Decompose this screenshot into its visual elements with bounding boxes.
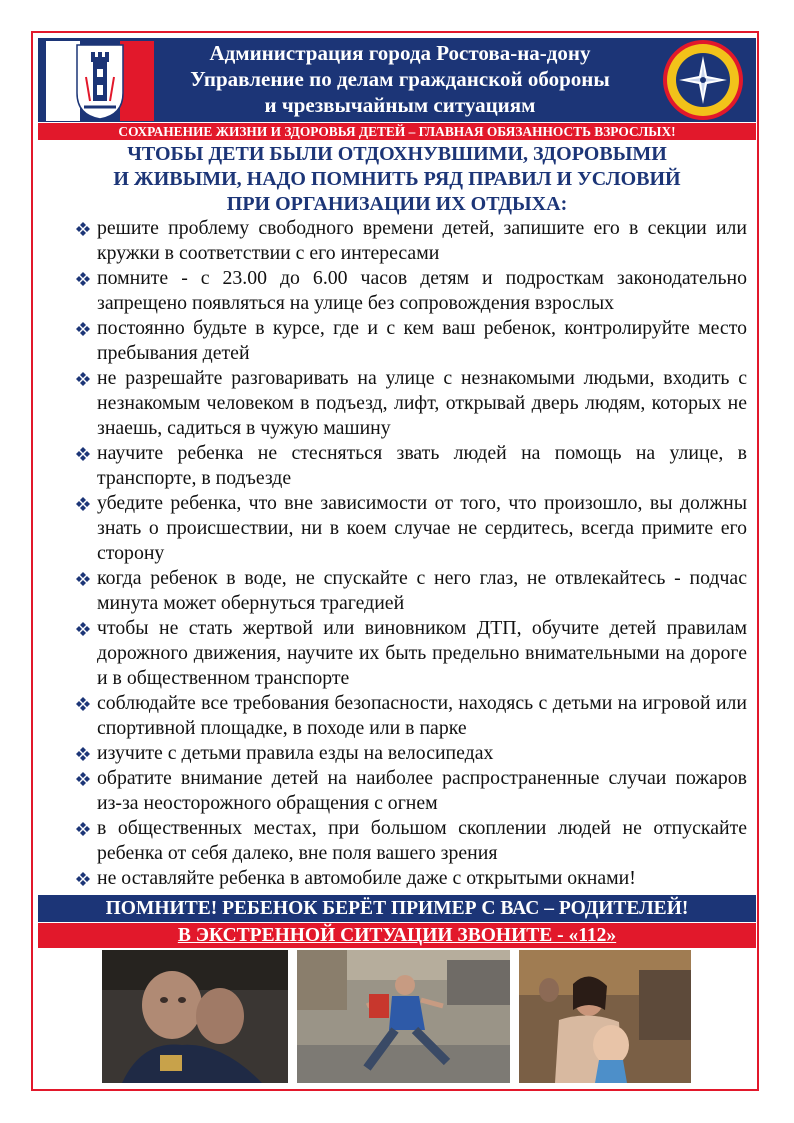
diamond-bullet-icon xyxy=(75,771,91,787)
city-coat-of-arms xyxy=(46,41,154,121)
rule-item xyxy=(75,616,747,691)
rule-item xyxy=(75,566,747,616)
header-department-cont: и чрезвычайным ситуациям xyxy=(264,93,536,117)
rule-text: не разрешайте разговаривать на улице с незнакомыми людьми, входить с незнакомым человеком в подъезд, лифт, открывай дверь людям, которых не знаешь, садиться в чужую машину xyxy=(97,367,747,439)
rule-item xyxy=(75,691,747,741)
diamond-bullet-icon xyxy=(75,571,91,587)
rule-text: помните - с 23.00 до 6.00 часов детям и подросткам законодательно запрещено появляться на улице без сопровождения взрослых xyxy=(97,267,747,314)
rule-item xyxy=(75,441,747,491)
rule-text: постоянно будьте в курсе, где и с кем ваш ребенок, контролируйте место пребывания детей xyxy=(97,317,747,364)
photo-running-boy xyxy=(297,950,510,1083)
rule-item xyxy=(75,741,747,766)
rule-text: когда ребенок в воде, не спускайте с него глаз, не отвлекайтесь - подчас минута может обернуться трагедией xyxy=(97,567,747,614)
diamond-bullet-icon xyxy=(75,871,91,887)
diamond-bullet-icon xyxy=(75,271,91,287)
rule-item xyxy=(75,216,747,266)
diamond-bullet-icon xyxy=(75,446,91,462)
header-city-administration: Администрация города Ростова-на-дону xyxy=(209,41,591,65)
rule-text: изучите с детьми правила езды на велосипедах xyxy=(97,742,494,764)
rule-text: в общественных местах, при большом скоплении людей не отпускайте ребенка от себя далеко, вне поля вашего зрения xyxy=(97,817,747,864)
photo-woman-with-child xyxy=(519,950,691,1083)
headline-line-3: ПРИ ОРГАНИЗАЦИИ ИХ ОТДЫХА: xyxy=(226,193,568,215)
header-department: Управление по делам гражданской обороны xyxy=(190,67,610,91)
diamond-bullet-icon xyxy=(75,696,91,712)
rule-text: чтобы не стать жертвой или виновником ДТП, обучите детей правилам дорожного движения, научите их быть предельно внимательными на дороге и в общественном транспорте xyxy=(97,617,747,689)
rule-text: решите проблему свободного времени детей, запишите его в секции или кружки в соответствии с его интересами xyxy=(97,217,747,264)
header-titles xyxy=(160,40,640,122)
rule-item xyxy=(75,491,747,566)
rules-headline xyxy=(60,142,734,217)
civil-defense-emblem xyxy=(653,38,753,123)
rule-item xyxy=(75,316,747,366)
headline-line-2: И ЖИВЫМИ, НАДО ПОМНИТЬ РЯД ПРАВИЛ И УСЛОВИЙ xyxy=(113,168,681,190)
rule-text: не оставляйте ребенка в автомобиле даже с открытыми окнами! xyxy=(97,867,636,889)
diamond-bullet-icon xyxy=(75,621,91,637)
rule-item xyxy=(75,816,747,866)
rule-item xyxy=(75,266,747,316)
diamond-bullet-icon xyxy=(75,321,91,337)
diamond-bullet-icon xyxy=(75,821,91,837)
headline-line-1: ЧТОБЫ ДЕТИ БЫЛИ ОТДОХНУВШИМИ, ЗДОРОВЫМИ xyxy=(127,143,667,165)
rule-item xyxy=(75,866,747,891)
rule-item xyxy=(75,366,747,441)
emergency-call-text: В ЭКСТРЕННОЙ СИТУАЦИИ ЗВОНИТЕ - «112» xyxy=(177,925,617,946)
rule-text: убедите ребенка, что вне зависимости от того, что произошло, вы должны знать о происшествии, ни в коем случае не сердитесь, всегда примите его сторону xyxy=(97,492,747,564)
emergency-banner xyxy=(38,923,756,948)
rule-text: научите ребенка не стесняться звать людей на помощь на улице, в транспорте, в подъезде xyxy=(97,442,747,489)
diamond-bullet-icon xyxy=(75,221,91,237)
diamond-bullet-icon xyxy=(75,746,91,762)
photo-rescued-children xyxy=(102,950,288,1083)
diamond-bullet-icon xyxy=(75,496,91,512)
rule-item xyxy=(75,766,747,816)
rule-text: обратите внимание детей на наиболее распространенные случаи пожаров из-за неосторожного обращения с огнем xyxy=(97,767,747,814)
rules-list xyxy=(75,216,747,891)
remember-banner: ПОМНИТЕ! РЕБЕНОК БЕРЁТ ПРИМЕР С ВАС – РОДИТЕЛЕЙ! xyxy=(38,895,756,922)
diamond-bullet-icon xyxy=(75,371,91,387)
slogan-banner: СОХРАНЕНИЕ ЖИЗНИ И ЗДОРОВЬЯ ДЕТЕЙ – ГЛАВНАЯ ОБЯЗАННОСТЬ ВЗРОСЛЫХ! xyxy=(38,123,756,140)
rule-text: соблюдайте все требования безопасности, находясь с детьми на игровой или спортивной площадке, в походе или в парке xyxy=(97,692,747,739)
